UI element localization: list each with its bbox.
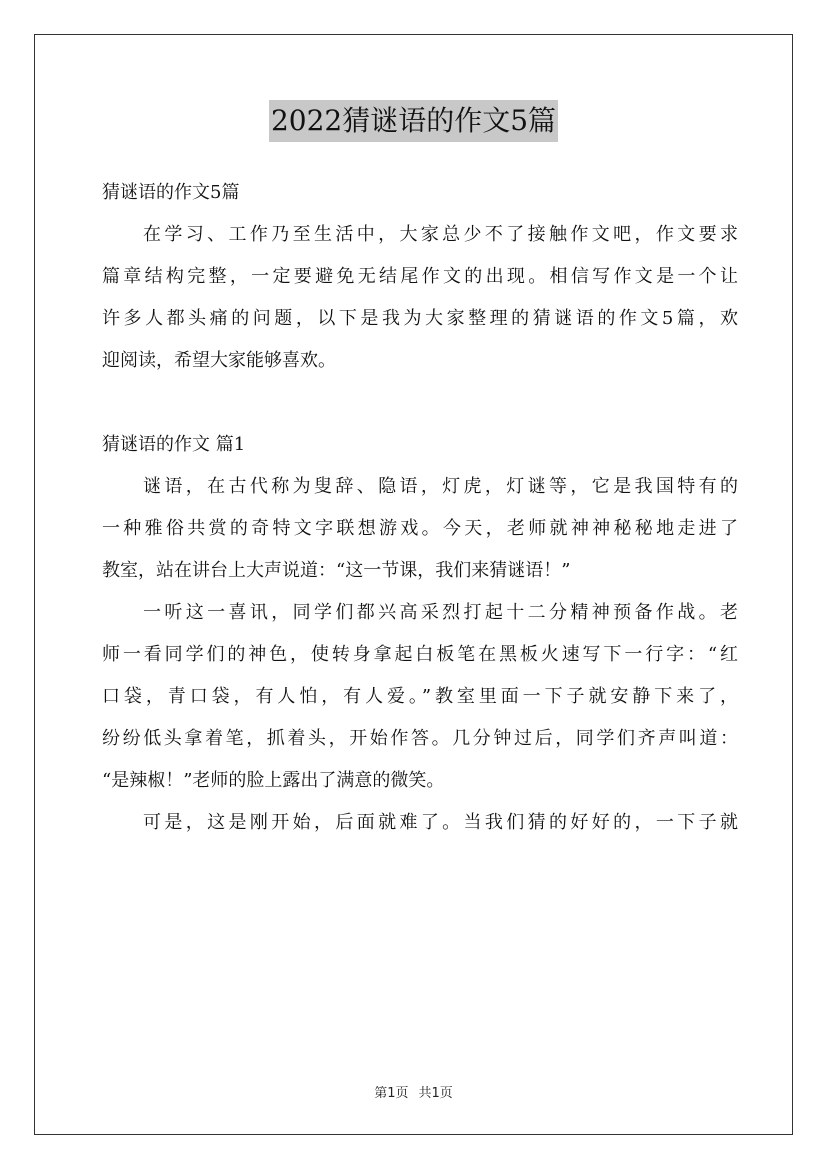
paragraph-line: 一听这一喜讯，同学们都兴高采烈打起十二分精神预备作战。老: [143, 602, 738, 623]
paragraph-line: 可是，这是刚开始，后面就难了。当我们猜的好好的，一下子就: [143, 812, 738, 833]
section-heading: 猜谜语的作文 篇1: [102, 434, 246, 455]
paragraph-line: “是辣椒！”老师的脸上露出了满意的微笑。: [102, 770, 445, 791]
subtitle: 猜谜语的作文5篇: [102, 182, 240, 203]
intro-line: 在学习、工作乃至生活中，大家总少不了接触作文吧，作文要求: [143, 224, 738, 245]
paragraph-line: 口袋，青口袋，有人怕，有人爱。”教室里面一下子就安静下来了，: [102, 686, 738, 707]
document-body: [102, 172, 738, 844]
paragraph-line: 教室，站在讲台上大声说道：“这一节课，我们来猜谜语！”: [102, 560, 571, 581]
intro-paragraph: [102, 214, 738, 382]
document-title-text: 2022猜谜语的作文5篇: [269, 100, 558, 142]
paragraph-line: 师一看同学们的神色，使转身拿起白板笔在黑板火速写下一行字：“红: [102, 644, 738, 665]
page-footer: [0, 1082, 827, 1101]
page-total: 共1页: [418, 1086, 453, 1101]
page-number: 第1页: [374, 1086, 409, 1101]
intro-line: 许多人都头痛的问题，以下是我为大家整理的猜谜语的作文5篇，欢: [102, 308, 738, 329]
blank-line: [102, 382, 738, 424]
intro-line: 迎阅读，希望大家能够喜欢。: [102, 350, 336, 371]
paragraph-line: 一种雅俗共赏的奇特文字联想游戏。今天，老师就神神秘秘地走进了: [102, 518, 738, 539]
paragraph-3: [102, 802, 738, 844]
document-title: [0, 100, 827, 142]
paragraph-line: 纷纷低头拿着笔，抓着头，开始作答。几分钟过后，同学们齐声叫道：: [102, 728, 738, 749]
paragraph-line: 谜语，在古代称为叟辞、隐语，灯虎，灯谜等，它是我国特有的: [143, 476, 738, 497]
paragraph-1: [102, 466, 738, 592]
intro-line: 篇章结构完整，一定要避免无结尾作文的出现。相信写作文是一个让: [102, 266, 738, 287]
paragraph-2: [102, 592, 738, 802]
